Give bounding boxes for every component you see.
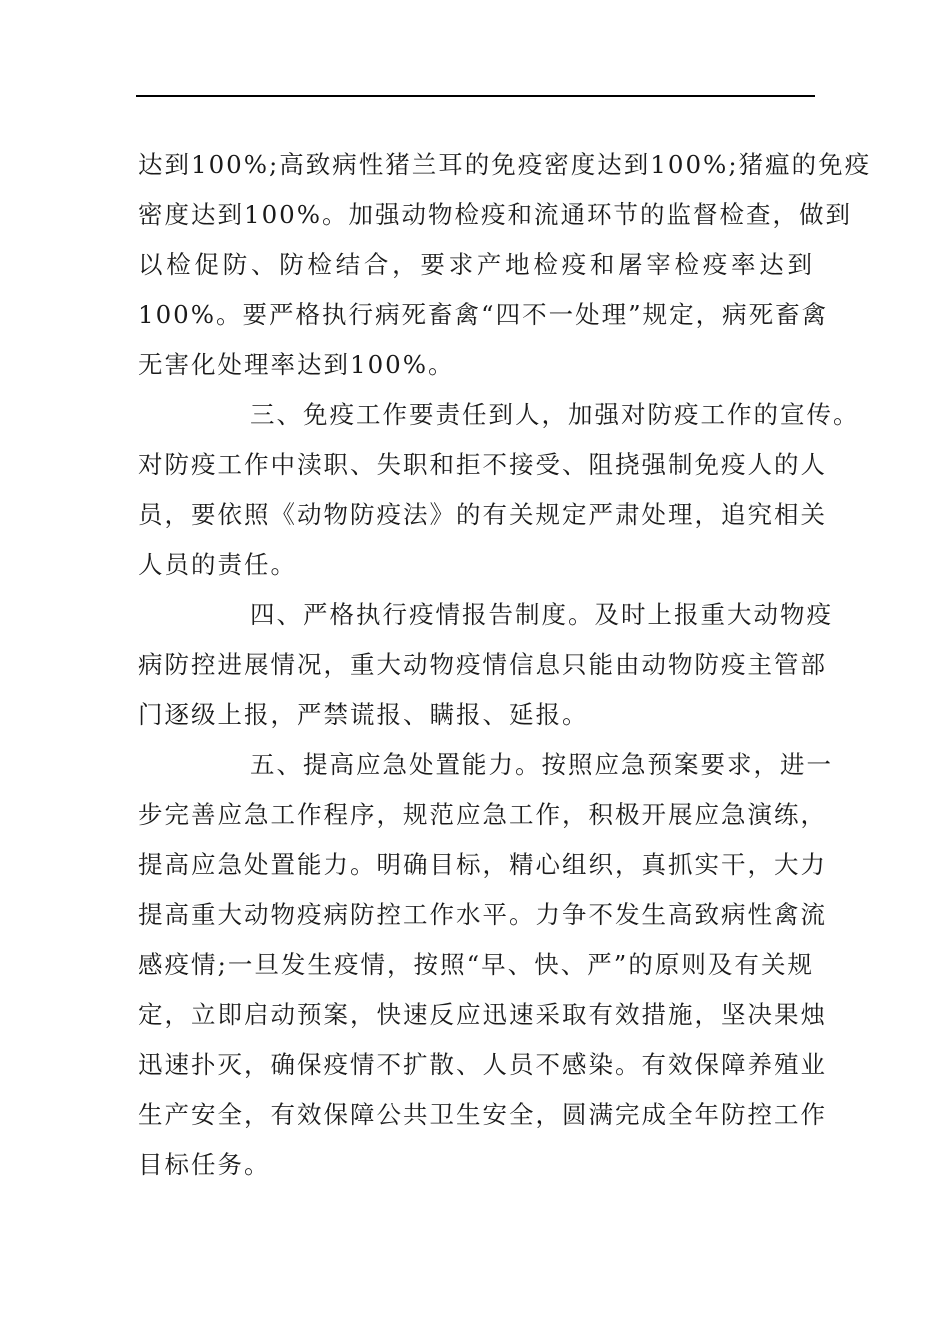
text-line: 以检促防、防检结合，要求产地检疫和屠宰检疫率达到 bbox=[138, 250, 814, 279]
text-line: 迅速扑灭，确保疫情不扩散、人员不感染。有效保障养殖业 bbox=[138, 1050, 827, 1079]
text-line: 步完善应急工作程序，规范应急工作，积极开展应急演练， bbox=[138, 800, 827, 829]
text-line: 生产安全，有效保障公共卫生安全，圆满完成全年防控工作 bbox=[138, 1100, 827, 1129]
text-line: 病防控进展情况，重大动物疫情信息只能由动物防疫主管部 bbox=[138, 650, 827, 679]
text-line: 无害化处理率达到100%。 bbox=[138, 350, 455, 379]
text-line: 100%。要严格执行病死畜禽“四不一处理”规定，病死畜禽 bbox=[138, 300, 829, 329]
paragraph-1 bbox=[138, 140, 872, 390]
text-line: 感疫情;一旦发生疫情，按照“早、快、严”的原则及有关规 bbox=[138, 950, 814, 979]
text-line: 达到100%;高致病性猪兰耳的免疫密度达到100%;猪瘟的免疫 bbox=[138, 150, 872, 179]
text-line: 员，要依照《动物防疫法》的有关规定严肃处理，追究相关 bbox=[138, 500, 827, 529]
text-line: 五、提高应急处置能力。按照应急预案要求，进一 bbox=[250, 750, 833, 779]
text-line: 目标任务。 bbox=[138, 1150, 271, 1179]
text-line: 三、免疫工作要责任到人，加强对防疫工作的宣传。 bbox=[250, 400, 860, 429]
text-line: 提高应急处置能力。明确目标，精心组织，真抓实干，大力 bbox=[138, 850, 827, 879]
text-line: 定，立即启动预案，快速反应迅速采取有效措施，坚决果烛 bbox=[138, 1000, 827, 1029]
text-line: 门逐级上报，严禁谎报、瞒报、延报。 bbox=[138, 700, 589, 729]
header-rule bbox=[136, 95, 815, 97]
text-line: 对防疫工作中渎职、失职和拒不接受、阻挠强制免疫人的人 bbox=[138, 450, 827, 479]
paragraph-2 bbox=[138, 390, 860, 590]
text-line: 提高重大动物疫病防控工作水平。力争不发生高致病性禽流 bbox=[138, 900, 827, 929]
text-line: 四、严格执行疫情报告制度。及时上报重大动物疫 bbox=[250, 600, 833, 629]
text-line: 人员的责任。 bbox=[138, 550, 297, 579]
text-line: 密度达到100%。加强动物检疫和流通环节的监督检查，做到 bbox=[138, 200, 853, 229]
body-text bbox=[138, 140, 872, 1190]
paragraph-3 bbox=[138, 590, 833, 740]
paragraph-4 bbox=[138, 740, 833, 1190]
